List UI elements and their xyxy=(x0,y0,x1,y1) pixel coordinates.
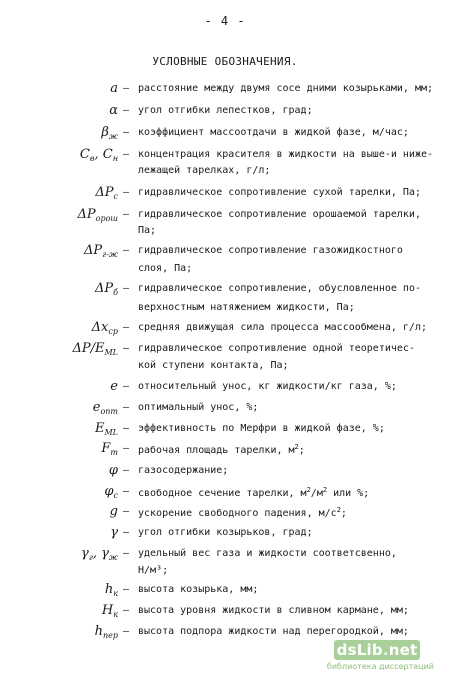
notation-description: гидравлическое сопротивление, обусловленное по- xyxy=(138,283,421,294)
notation-symbol: $\gamma_г$, $\gamma_ж$ xyxy=(81,546,118,562)
notation-description: свободное сечение тарелки, $м^2/м^2$ или %; xyxy=(138,486,370,499)
notation-description-continued: Па; xyxy=(138,225,157,236)
dash: – xyxy=(123,465,130,476)
dash: – xyxy=(123,402,130,413)
page-number: - 4 - xyxy=(204,14,246,28)
notation-description-continued: лежащей тарелках, г/л; xyxy=(138,165,271,176)
notation-description: угол отгибки козырьков, град; xyxy=(138,527,313,538)
notation-symbol: $\beta_ж$ xyxy=(101,125,118,141)
notation-description: гидравлическое сопротивление орошаемой тарелки, xyxy=(138,209,421,220)
dash: – xyxy=(123,105,130,116)
dash: – xyxy=(123,149,130,160)
notation-symbol: $\Delta x_{ср}$ xyxy=(91,320,118,336)
notation-symbol: g xyxy=(109,504,118,519)
notation-description: рабочая площадь тарелки, $м^2$; xyxy=(138,443,305,456)
notation-symbol: $\Delta P/E_{ML}$ xyxy=(72,341,118,357)
dash: – xyxy=(123,283,130,294)
notation-symbol: φ xyxy=(108,463,118,478)
notation-description: гидравлическое сопротивление газожидкостного xyxy=(138,245,403,256)
dash: – xyxy=(123,584,130,595)
dash: – xyxy=(123,548,130,559)
notation-description: расстояние между двумя сосе дними козырьками, мм; xyxy=(138,83,434,94)
notation-description-continued: верхностным натяжением жидкости, Па; xyxy=(138,302,355,313)
notation-symbol: $\Delta P_с$ xyxy=(95,185,118,201)
notation-description: угол отгибки лепестков, град; xyxy=(138,105,313,116)
notation-symbol: $C_в$, $C_н$ xyxy=(79,147,118,163)
dash: – xyxy=(123,486,130,497)
dash: – xyxy=(123,127,130,138)
dash: – xyxy=(123,626,130,637)
dash: – xyxy=(123,209,130,220)
dslib-logo[interactable]: dsLib.net xyxy=(334,640,420,660)
dash: – xyxy=(123,527,130,538)
notation-description: средняя движущая сила процесса массообмена, г/л; xyxy=(138,322,427,333)
notation-symbol: $h_к$ xyxy=(104,582,118,598)
notation-symbol: $\varphi_с$ xyxy=(104,484,118,500)
notation-description: гидравлическое сопротивление одной теоретичес- xyxy=(138,343,415,354)
dash: – xyxy=(123,322,130,333)
dash: – xyxy=(123,605,130,616)
notation-description: оптимальный унос, %; xyxy=(138,402,259,413)
watermark-caption: библиотека диссертаций xyxy=(326,662,434,671)
notation-symbol: $e_{опт}$ xyxy=(92,400,118,416)
notation-description: эффективность по Мерфри в жидкой фазе, %; xyxy=(138,423,385,434)
page-title: УСЛОВНЫЕ ОБОЗНАЧЕНИЯ. xyxy=(152,55,298,68)
notation-symbol: $\Delta P_{г-ж}$ xyxy=(84,243,118,259)
dash: – xyxy=(123,423,130,434)
notation-symbol: $\Delta P_б$ xyxy=(94,281,118,297)
notation-symbol: $H_к$ xyxy=(101,603,118,619)
notation-symbol: a xyxy=(110,81,118,96)
notation-symbol: $h_{пер}$ xyxy=(94,624,118,640)
notation-description: газосодержание; xyxy=(138,465,229,476)
notation-description: коэффициент массоотдачи в жидкой фазе, м/час; xyxy=(138,127,409,138)
dash: – xyxy=(123,343,130,354)
notation-symbol: γ xyxy=(110,525,118,540)
dash: – xyxy=(123,83,130,94)
notation-description: удельный вес газа и жидкости соответсвенно, xyxy=(138,548,397,559)
notation-description-continued: кой ступени контакта, Па; xyxy=(138,360,289,371)
notation-description-continued: Н/м³; xyxy=(138,565,169,576)
notation-description: гидравлическое сопротивление сухой тарелки, Па; xyxy=(138,187,421,198)
notation-symbol: $E_{ML}$ xyxy=(94,421,118,437)
dash: – xyxy=(123,443,130,454)
watermark xyxy=(326,640,434,674)
notation-description: концентрация красителя в жидкости на выше-и ниже- xyxy=(138,149,434,160)
notation-description: относительный унос, кг жидкости/кг газа, %; xyxy=(138,381,397,392)
notation-symbol: $F_т$ xyxy=(101,441,118,457)
dash: – xyxy=(123,187,130,198)
dash: – xyxy=(123,381,130,392)
notation-description-continued: слоя, Па; xyxy=(138,263,193,274)
notation-description: ускорение свободного падения, $м/с^2$; xyxy=(138,506,347,519)
dash: – xyxy=(123,506,130,517)
dash: – xyxy=(123,245,130,256)
notation-symbol: $\Delta P_{орош}$ xyxy=(77,207,118,223)
notation-description: высота козырька, мм; xyxy=(138,584,259,595)
notation-description: высота подпора жидкости над перегородкой, мм; xyxy=(138,626,409,637)
notation-description: высота уровня жидкости в сливном кармане, мм; xyxy=(138,605,409,616)
notation-symbol: e xyxy=(110,379,118,394)
notation-symbol: α xyxy=(109,103,118,118)
